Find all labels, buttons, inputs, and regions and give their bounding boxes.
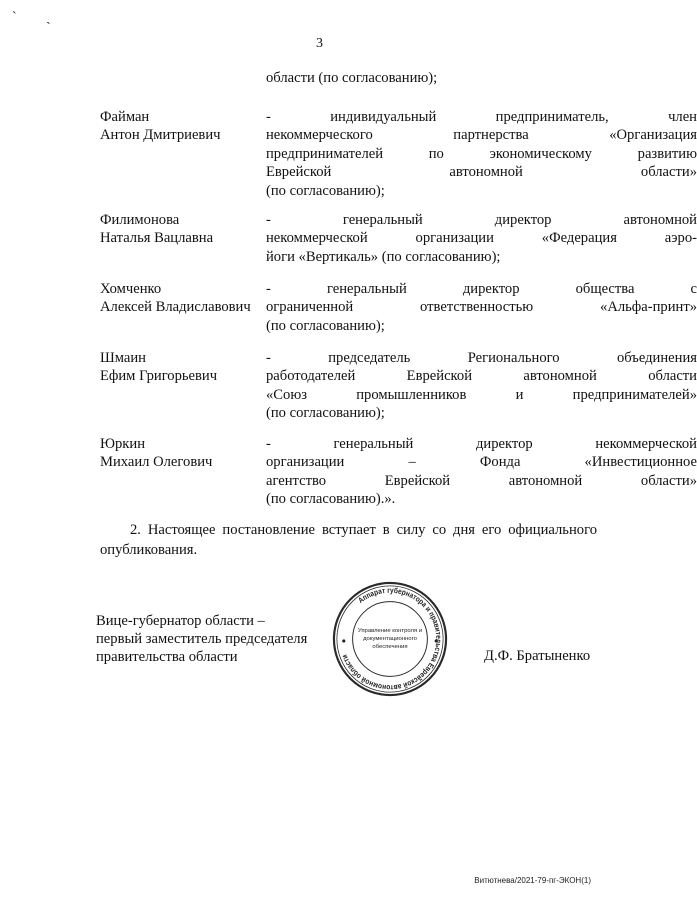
description-line: - генеральный директор автономной — [266, 212, 697, 228]
description-line: агентство Еврейской автономной области» — [266, 472, 697, 489]
description-line: ограниченной ответственностью «Альфа-принт» — [266, 299, 697, 316]
member-name — [100, 108, 265, 145]
member-name — [100, 349, 265, 386]
stamp-center-line: Управление контроля и — [357, 628, 423, 635]
member-description — [266, 435, 697, 509]
member-given-names: Антон Дмитриевич — [100, 127, 221, 144]
scan-artifact-mark: ` — [12, 10, 17, 25]
member-given-names: Ефим Григорьевич — [100, 368, 218, 385]
member-description — [266, 108, 697, 200]
member-description — [266, 280, 697, 335]
description-line: - генеральный директор общества с — [266, 281, 697, 297]
stamp-dot — [435, 639, 438, 642]
signatory-title-line: Вице-губернатор области – — [96, 613, 265, 629]
stamp-center-line: документационного — [363, 635, 417, 642]
member-name — [100, 435, 265, 472]
member-description — [266, 211, 697, 266]
paragraph-line: опубликования. — [100, 542, 198, 558]
member-surname: Файман — [100, 109, 150, 125]
member-name — [100, 280, 265, 317]
member-given-names: Михаил Олегович — [100, 454, 213, 471]
description-line: - индивидуальный предприниматель, член — [266, 109, 697, 125]
document-code: Витютнева/2021-79-пг-ЭКОН(1) — [474, 876, 591, 885]
description-line: Еврейской автономной области» — [266, 164, 697, 181]
description-line: некоммерческой организации «Федерация аэро- — [266, 230, 697, 247]
member-surname: Филимонова — [100, 212, 180, 228]
member-given-names: Алексей Владиславович — [100, 299, 251, 316]
paragraph-line: 2. Настоящее постановление вступает в силу со дня его официального — [130, 522, 597, 538]
member-name — [100, 211, 265, 248]
description-line: предпринимателей по экономическому развитию — [266, 145, 697, 162]
description-line: (по согласованию); — [266, 182, 385, 199]
member-surname: Юркин — [100, 436, 146, 452]
description-line: (по согласованию).». — [266, 491, 396, 508]
description-line: «Союз промышленников и предпринимателей» — [266, 386, 697, 403]
description-line: (по согласованию); — [266, 405, 385, 422]
description-line: - председатель Регионального объединения — [266, 350, 697, 366]
effective-date-paragraph — [100, 520, 597, 560]
member-given-names: Наталья Вацлавна — [100, 230, 214, 247]
member-description — [266, 349, 697, 423]
page-number: 3 — [316, 36, 323, 51]
member-surname: Шмаин — [100, 350, 146, 366]
stamp-ring-text: Аппарат губернатора и правительства Еврейской автономной области — [339, 585, 444, 693]
stamp-center-line: обеспечения — [372, 643, 408, 650]
signatory-title — [96, 612, 307, 666]
scan-artifact-mark: ˏ — [46, 10, 51, 25]
signatory-title-line: первый заместитель председателя — [96, 631, 308, 647]
description-line: йоги «Вертикаль» (по согласованию); — [266, 248, 501, 265]
description-line: (по согласованию); — [266, 317, 385, 334]
description-line: организации – Фонда «Инвестиционное — [266, 454, 697, 471]
stamp-dot — [342, 639, 345, 642]
signatory-title-line: правительства области — [96, 649, 238, 665]
description-line: работодателей Еврейской автономной области — [266, 368, 697, 385]
official-stamp — [331, 580, 449, 698]
description-line: некоммерческого партнерства «Организация — [266, 127, 697, 144]
member-surname: Хомченко — [100, 281, 162, 297]
continued-line: области (по согласованию); — [266, 70, 438, 86]
signatory-name: Д.Ф. Братыненко — [484, 648, 591, 664]
description-line: - генеральный директор некоммерческой — [266, 436, 697, 452]
